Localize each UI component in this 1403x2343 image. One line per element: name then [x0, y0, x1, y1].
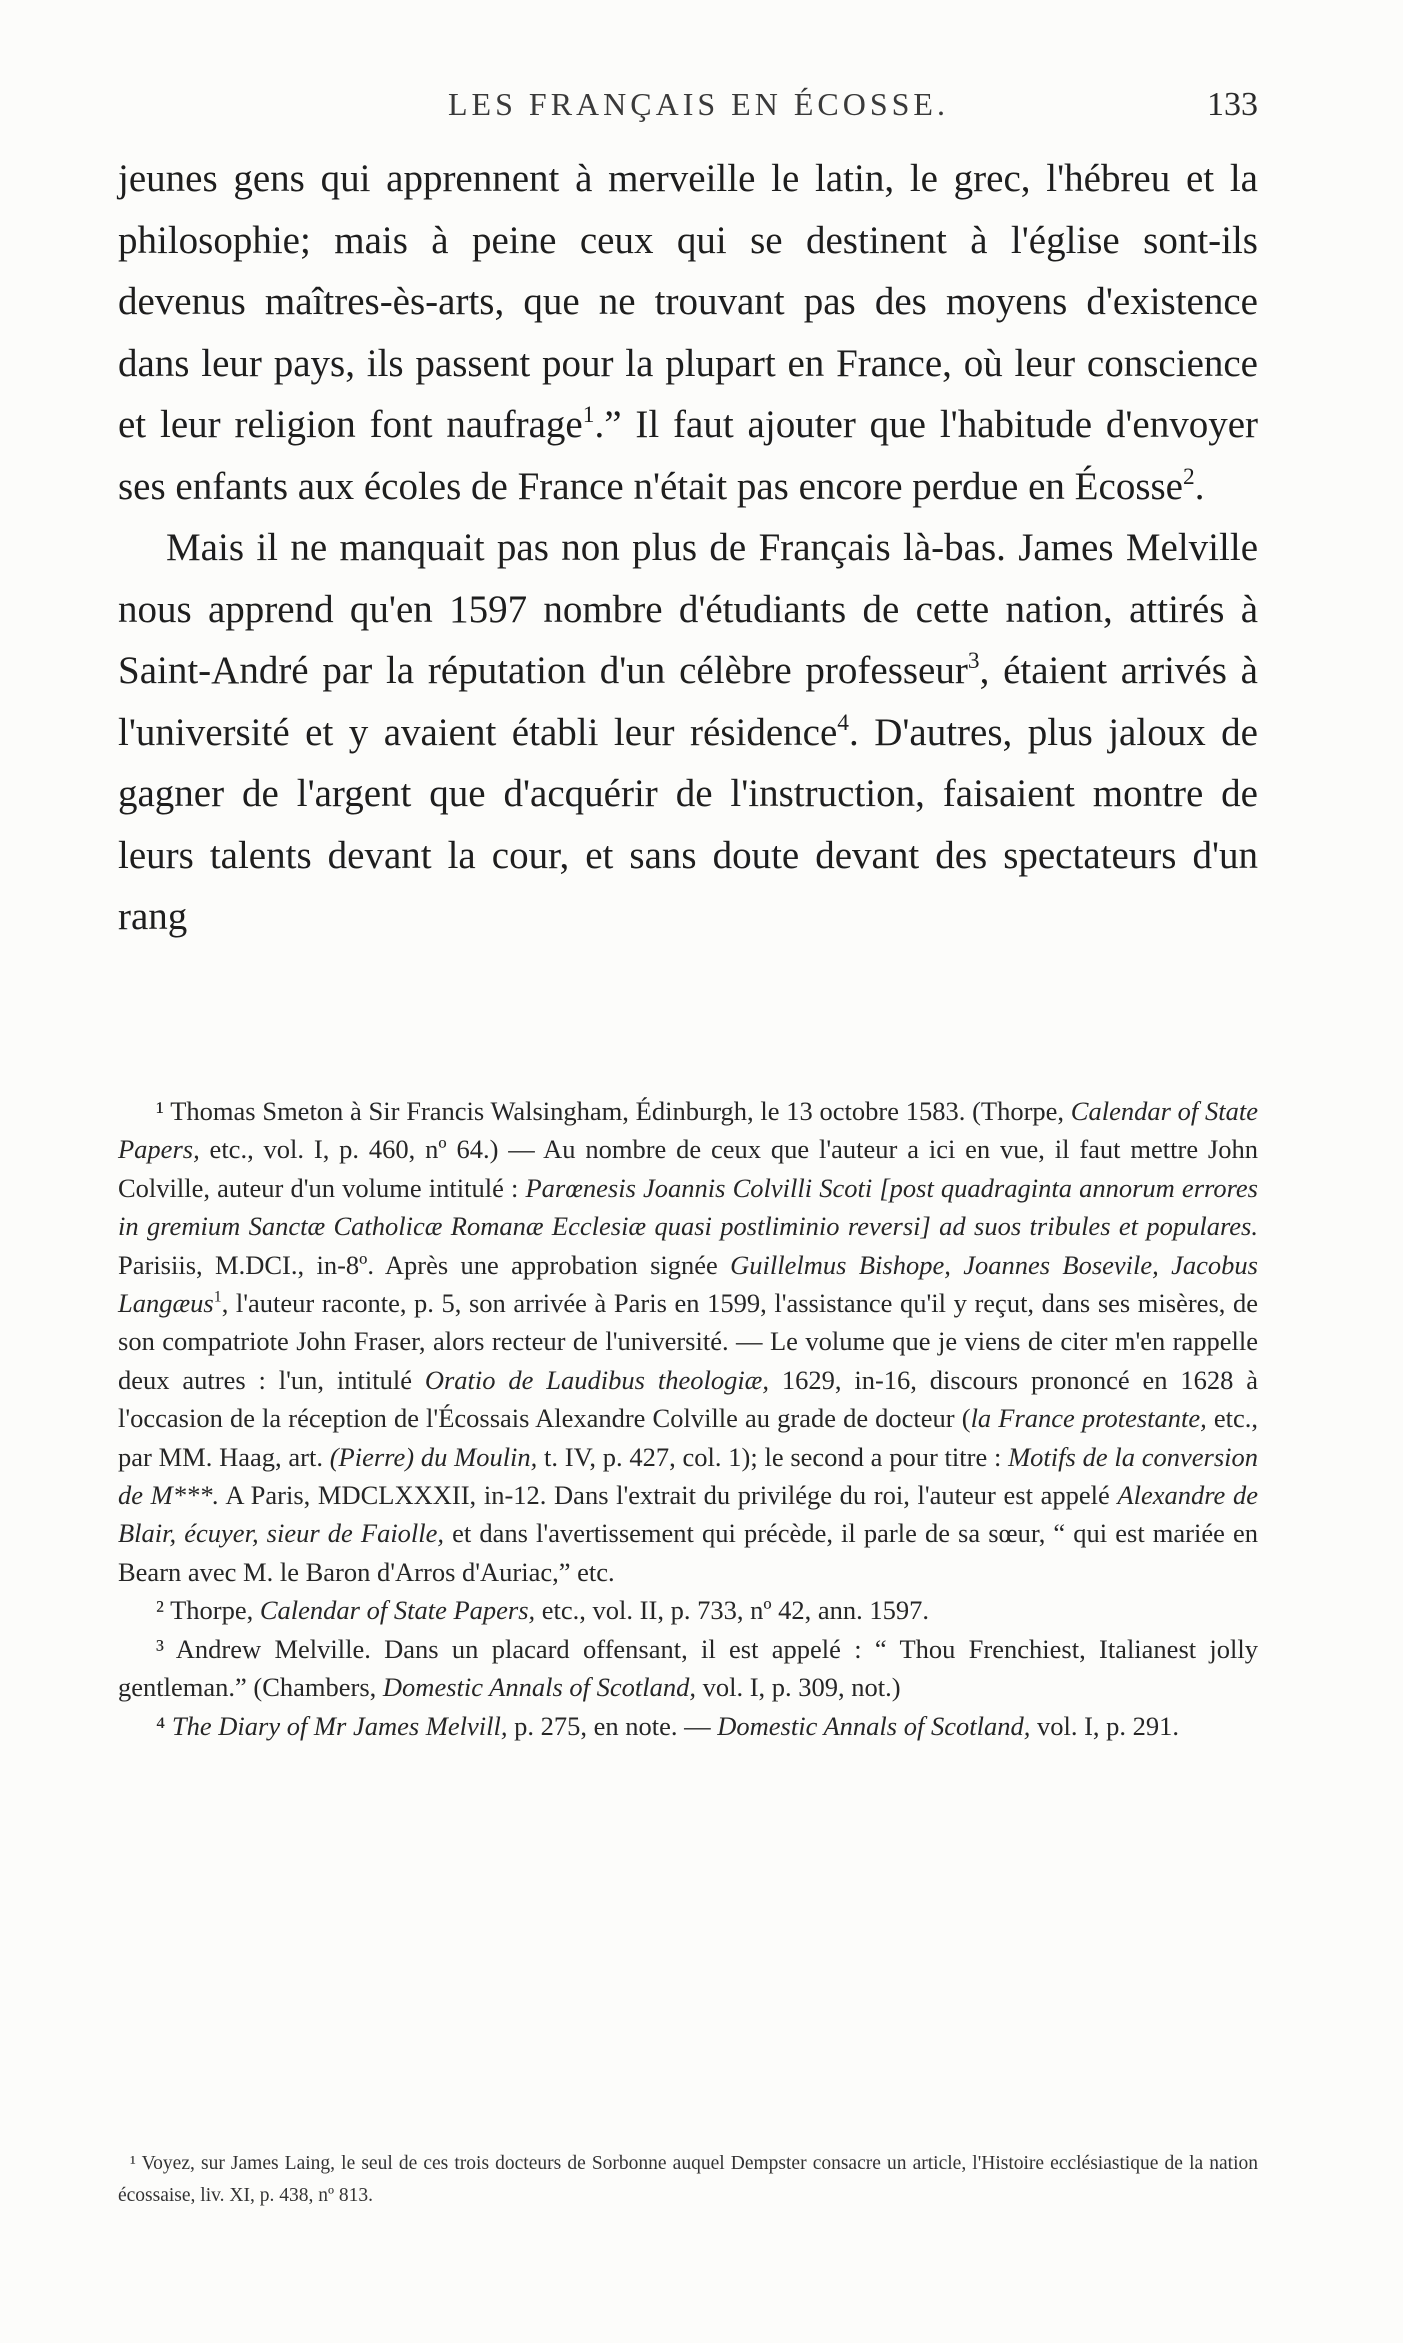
footnote-ref-4: 4 — [837, 709, 849, 736]
sub-footnote-1 — [118, 2148, 1258, 2212]
footnote-1-text: Thomas Smeton à Sir Francis Walsingham, Édinburgh, le 13 octobre 1583. (Thorpe, — [163, 1096, 1071, 1126]
page-header — [118, 86, 1258, 142]
footnote-1-italic: la France protestante, — [970, 1403, 1207, 1434]
footnote-2-italic: Calendar of State Papers, — [259, 1595, 536, 1626]
footnote-2-text: etc., vol. II, p. 733, nº 42, ann. 1597. — [535, 1595, 930, 1626]
sub-footnote — [118, 2148, 1258, 2212]
footnote-ref-3: 3 — [967, 647, 980, 674]
sub-footnote-text: Voyez, sur James Laing, le seul de ces trois docteurs de Sorbonne auquel Dempster consacre un article, l'Histoire ecclésiastique de la nation écossaise, liv. XI, p. 438, nº 813. — [118, 2153, 1258, 2206]
paragraph-2-text-b: , étaient arrivés à l'université et y avaient établi leur résidence — [118, 649, 1258, 754]
paragraph-1-text-c: . — [1194, 464, 1205, 508]
footnote-4-marker: ⁴ — [156, 1710, 166, 1741]
footnote-3-marker: ³ — [156, 1633, 164, 1664]
footnote-1 — [118, 1092, 1258, 1591]
sub-footnote-marker: ¹ — [130, 2153, 136, 2174]
footnote-1-italic: Motifs de la conversion de M***. — [118, 1441, 1258, 1511]
paragraph-2 — [118, 517, 1258, 948]
footnote-3-text: Andrew Melville. Dans un placard offensant, il est appelé : “ Thou Frenchiest, Italianest jolly gentleman.” (Chambers, — [118, 1633, 1258, 1703]
paragraph-1-text-a: jeunes gens qui apprennent à merveille le latin, le grec, l'hébreu et la philosophie; mais à peine ceux qui se destinent à l'église sont-ils devenus maîtres-ès-arts, que ne trouvant pas des moyens d'existence dans leur pays, ils passent pour la plupart en France, où leur conscience et leur religion font naufrage — [118, 157, 1258, 446]
running-title: LES FRANÇAIS EN ÉCOSSE. — [448, 86, 949, 122]
footnote-1-italic: Calendar of State Papers, — [118, 1096, 1258, 1165]
footnote-3-italic: Domestic Annals of Scotland, — [382, 1672, 696, 1703]
footnote-2 — [118, 1591, 1258, 1629]
footnote-1-italic: Oratio de Laudibus theologiæ, — [424, 1364, 769, 1395]
footnote-4-italic: Domestic Annals of Scotland, — [717, 1710, 1031, 1741]
footnote-4 — [118, 1707, 1258, 1745]
footnote-1-text: et dans l'avertissement qui précède, il parle de sa sœur, “ qui est mariée en Bearn avec M. le Baron d'Arros d'Auriac,” etc. — [118, 1518, 1258, 1587]
footnote-2-text: Thorpe, — [163, 1595, 260, 1626]
subnote-ref: 1 — [213, 1288, 222, 1306]
footnote-4-italic: The Diary of Mr James Melvill, — [171, 1710, 508, 1741]
footnote-4-text — [165, 1711, 172, 1741]
paragraph-2-text-a: Mais il ne manquait pas non plus de Français là-bas. James Melville nous apprend qu'en 1597 nombre d'étudiants de cette nation, attirés à Saint-André par la réputation d'un célèbre professeur — [118, 526, 1258, 692]
footnote-1-text: etc., vol. I, p. 460, nº 64.) — Au nombre de ceux que l'auteur a ici en vue, il faut mettre John Colville, auteur d'un volume intitulé : — [118, 1134, 1258, 1203]
footnote-1-text: 1629, in-16, discours prononcé en 1628 à l'occasion de la réception de l'Écossais Alexandre Colville au grade de docteur ( — [118, 1364, 1258, 1434]
footnote-1-text: A Paris, MDCLXXXII, in-12. Dans l'extrait du privilége du roi, l'auteur est appelé — [219, 1480, 1118, 1511]
footnote-1-text: etc., par MM. Haag, art. — [118, 1403, 1258, 1472]
footnote-1-marker: ¹ — [156, 1096, 164, 1126]
footnote-1-italic: (Pierre) du Moulin, — [329, 1441, 538, 1472]
footnote-1-italic: Alexandre de Blair, écuyer, sieur de Faiolle, — [118, 1480, 1258, 1549]
footnote-1-italic: Guillelmus Bishope, Joannes Bosevile, Jacobus Langæus — [118, 1249, 1258, 1319]
footnote-4-text: vol. I, p. 291. — [1030, 1710, 1180, 1741]
footnote-3-text: vol. I, p. 309, not.) — [696, 1672, 901, 1703]
footnote-2-marker: ² — [156, 1595, 164, 1626]
footnote-4-text: p. 275, en note. — — [507, 1710, 718, 1741]
footnote-ref-1: 1 — [582, 401, 595, 428]
paragraph-1 — [118, 148, 1258, 517]
paragraph-1-text-b: .” Il faut ajouter que l'habitude d'envoyer ses enfants aux écoles de France n'était pas encore perdue en Écosse — [118, 403, 1258, 508]
footnote-1-italic: Parœnesis Joannis Colvilli Scoti [post quadraginta annorum errores in gremium Sanctæ Catholicæ Romanæ Ecclesiæ quasi postliminio reversi] ad suos tribules et populares. — [118, 1172, 1258, 1242]
footnote-1-text: Parisiis, M.DCI., in-8º. Après une approbation signée — [118, 1249, 731, 1280]
page-number: 133 — [1207, 86, 1258, 123]
footnote-3 — [118, 1630, 1258, 1707]
footnote-1-text: , l'auteur raconte, p. 5, son arrivée à Paris en 1599, l'assistance qu'il y reçut, dans ses misères, de son compatriote John Fraser, alors recteur de l'université. — Le volume que je viens de citer m'en rappelle deux autres : l'un, intitulé — [118, 1288, 1258, 1395]
footnotes — [118, 1092, 1258, 1745]
main-text — [118, 148, 1258, 948]
paragraph-2-text-c: . D'autres, plus jaloux de gagner de l'argent que d'acquérir de l'instruction, faisaient montre de leurs talents devant la cour, et sans doute devant des spectateurs d'un rang — [118, 710, 1258, 938]
footnote-1-text: t. IV, p. 427, col. 1); le second a pour titre : — [537, 1441, 1009, 1472]
footnote-ref-2: 2 — [1182, 463, 1195, 490]
